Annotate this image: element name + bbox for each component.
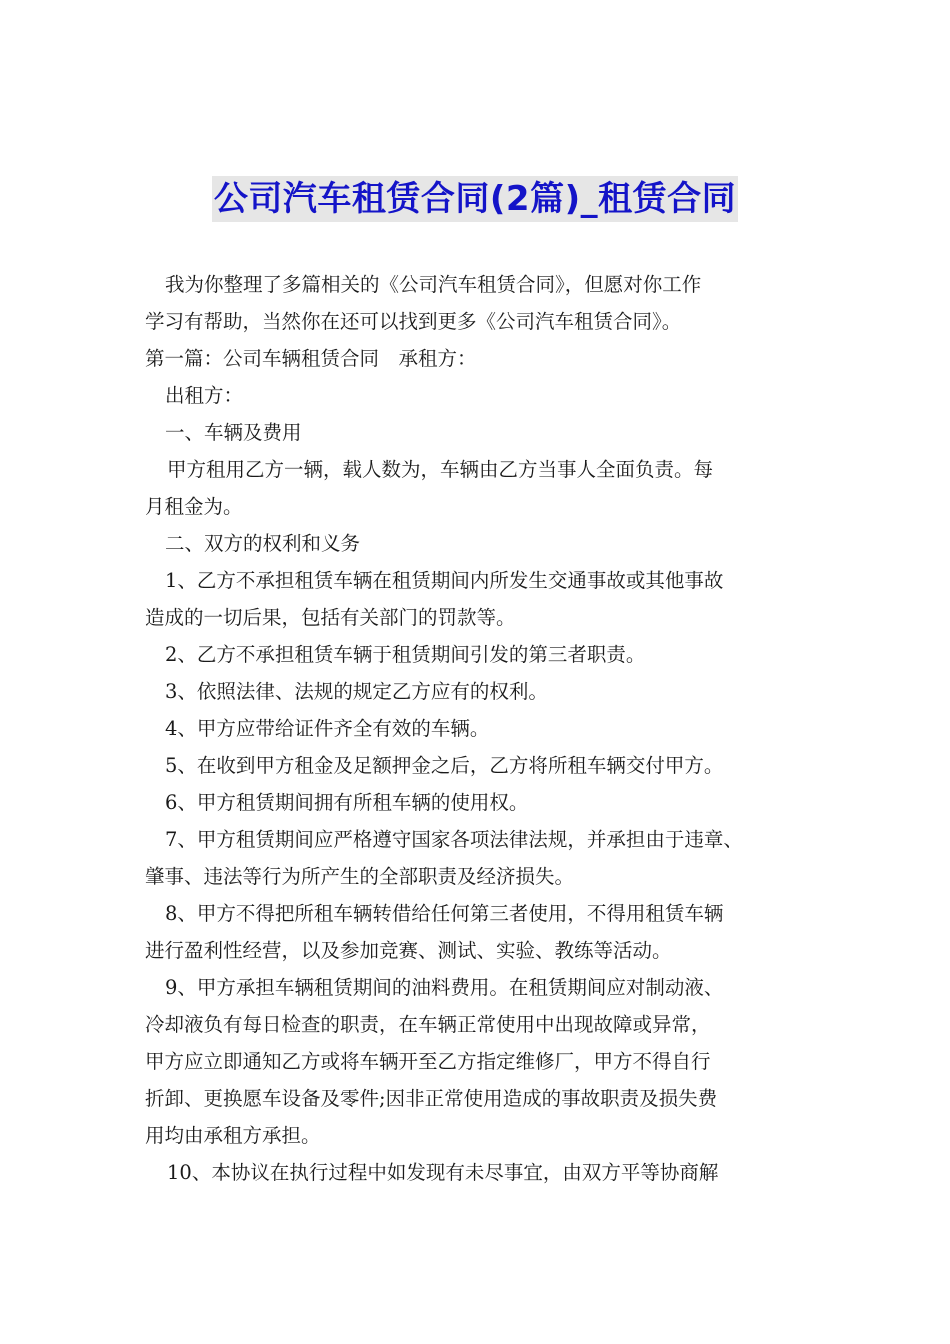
text-line: 肇事、违法等行为所产生的全部职责及经济损失。 (145, 865, 575, 888)
text-line: 1、乙方不承担租赁车辆在租赁期间内所发生交通事故或其他事故 (165, 569, 724, 592)
text-line: 一、车辆及费用 (165, 421, 302, 444)
text-line: 二、双方的权利和义务 (165, 532, 361, 555)
text-line: 折卸、更换愿车设备及零件;因非正常使用造成的事故职责及损失费 (145, 1087, 718, 1110)
text-line: 第一篇：公司车辆租赁合同 承租方： (145, 347, 477, 370)
text-line: 出租方： (165, 384, 244, 407)
text-line: 进行盈利性经营，以及参加竞赛、测试、实验、教练等活动。 (145, 939, 672, 962)
text-line: 2、乙方不承担租赁车辆于租赁期间引发的第三者职责。 (165, 643, 646, 666)
text-line: 甲方租用乙方一辆，载人数为，车辆由乙方当事人全面负责。每 (167, 458, 714, 481)
text-line: 甲方应立即通知乙方或将车辆开至乙方指定维修厂，甲方不得自行 (145, 1050, 711, 1073)
document-body (145, 266, 825, 1191)
text-line: 5、在收到甲方租金及足额押金之后，乙方将所租车辆交付甲方。 (165, 754, 724, 777)
title-container (0, 176, 950, 222)
text-line: 冷却液负有每日检查的职责，在车辆正常使用中出现故障或异常， (145, 1013, 711, 1036)
text-line: 10、本协议在执行过程中如发现有未尽事宜，由双方平等协商解 (167, 1161, 719, 1184)
text-line: 7、甲方租赁期间应严格遵守国家各项法律法规，并承担由于违章、 (165, 828, 743, 851)
text-line: 学习有帮助，当然你在还可以找到更多《公司汽车租赁合同》。 (145, 310, 682, 333)
text-line: 4、甲方应带给证件齐全有效的车辆。 (165, 717, 490, 740)
text-line: 我为你整理了多篇相关的《公司汽车租赁合同》，但愿对你工作 (165, 273, 702, 296)
text-line: 月租金为。 (145, 495, 243, 518)
text-line: 6、甲方租赁期间拥有所租车辆的使用权。 (165, 791, 529, 814)
text-line: 8、甲方不得把所租车辆转借给任何第三者使用，不得用租赁车辆 (165, 902, 724, 925)
text-line: 9、甲方承担车辆租赁期间的油料费用。在租赁期间应对制动液、 (165, 976, 724, 999)
document-title: 公司汽车租赁合同(2篇)_租赁合同 (212, 176, 738, 222)
text-line: 3、依照法律、法规的规定乙方应有的权利。 (165, 680, 548, 703)
text-line: 造成的一切后果，包括有关部门的罚款等。 (145, 606, 516, 629)
text-line: 用均由承租方承担。 (145, 1124, 321, 1147)
